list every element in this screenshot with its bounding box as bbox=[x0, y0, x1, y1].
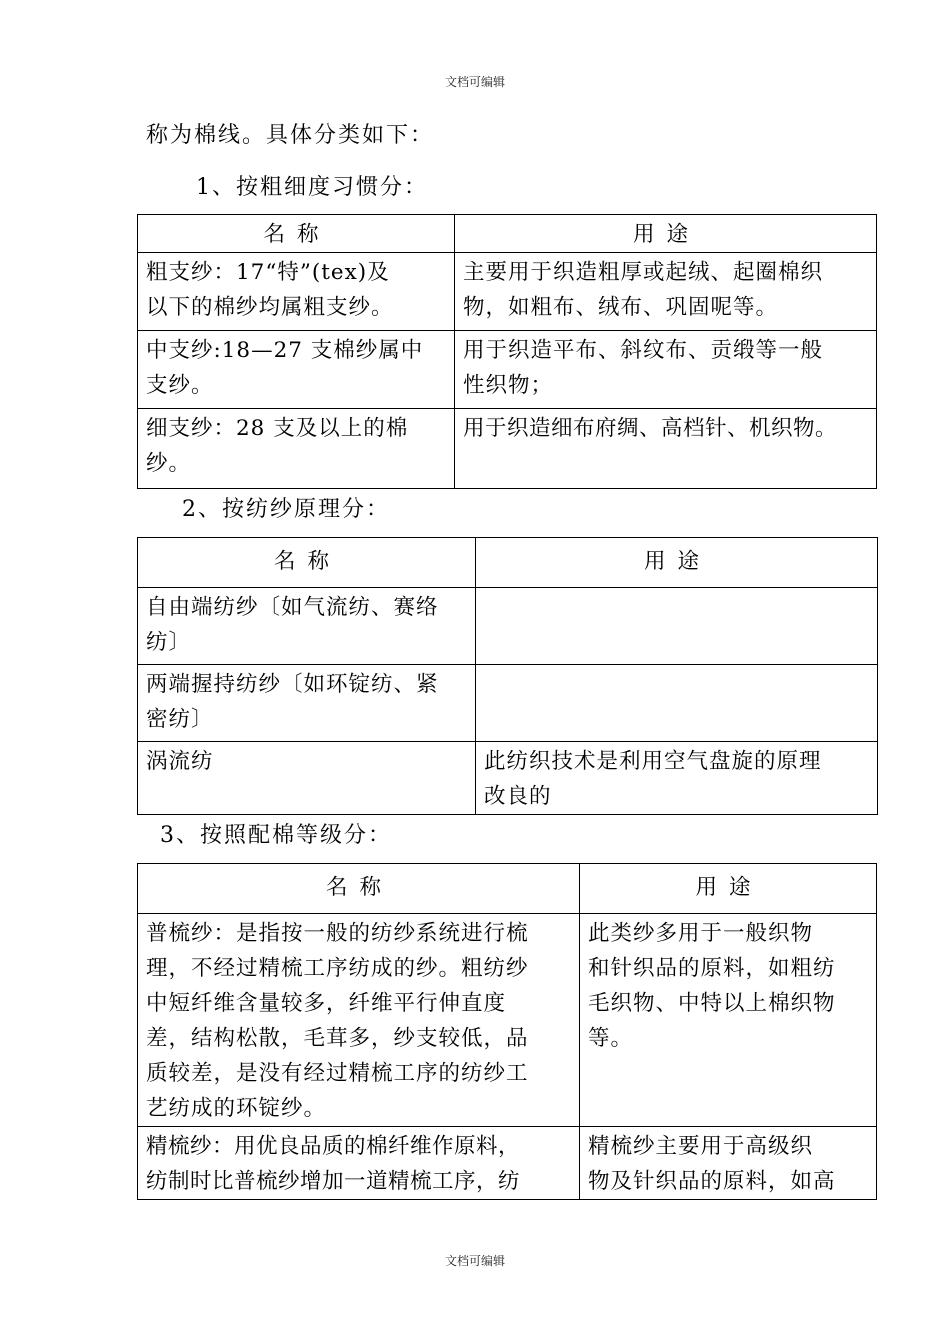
table-grade bbox=[137, 863, 877, 1200]
table-row bbox=[138, 742, 878, 815]
page-header: 文档可编辑 bbox=[444, 75, 505, 89]
cell-name: 涡流纺 bbox=[138, 742, 476, 815]
page-footer: 文档可编辑 bbox=[444, 1254, 505, 1268]
intro-text: 称为棉线。具体分类如下： bbox=[146, 123, 435, 148]
cell-use: 此类纱多用于一般织物 和针织品的原料，如粗纺 毛织物、中特以上棉织物 等。 bbox=[580, 914, 877, 1127]
cell-name: 细支纱：28 支及以上的棉 纱。 bbox=[138, 409, 455, 489]
table-spinning bbox=[137, 537, 878, 815]
header-use: 用途 bbox=[455, 215, 877, 253]
header-name: 名称 bbox=[138, 215, 455, 253]
table-row bbox=[138, 665, 878, 742]
header-use: 用途 bbox=[476, 538, 878, 588]
cell-name: 自由端纺纱〔如气流纺、赛络 纺〕 bbox=[138, 588, 476, 665]
table-thickness bbox=[137, 214, 877, 489]
header-name: 名称 bbox=[138, 864, 580, 914]
cell-name: 精梳纱：用优良品质的棉纤维作原料， 纺制时比普梳纱增加一道精梳工序，纺 bbox=[138, 1127, 580, 1200]
cell-use: 用于织造细布府绸、高档针、机织物。 bbox=[455, 409, 877, 489]
section-2-heading: 2、按纺纱原理分： bbox=[182, 497, 390, 522]
cell-use: 此纺织技术是利用空气盘旋的原理 改良的 bbox=[476, 742, 878, 815]
cell-use: 主要用于织造粗厚或起绒、起圈棉织 物，如粗布、绒布、巩固呢等。 bbox=[455, 253, 877, 331]
header-name: 名称 bbox=[138, 538, 476, 588]
table-row bbox=[138, 914, 877, 1127]
header-use: 用途 bbox=[580, 864, 877, 914]
table-row bbox=[138, 409, 877, 489]
table-row bbox=[138, 588, 878, 665]
section-3-heading: 3、按照配棉等级分： bbox=[160, 823, 392, 848]
cell-name: 中支纱:18—27 支棉纱属中 支纱。 bbox=[138, 331, 455, 409]
cell-use: 用于织造平布、斜纹布、贡缎等一般 性织物； bbox=[455, 331, 877, 409]
table-row bbox=[138, 1127, 877, 1200]
table-row bbox=[138, 331, 877, 409]
table-row bbox=[138, 253, 877, 331]
section-1-heading: 1、按粗细度习惯分： bbox=[196, 175, 428, 200]
cell-use: 精梳纱主要用于高级织 物及针织品的原料，如高 bbox=[580, 1127, 877, 1200]
cell-name: 两端握持纺纱〔如环锭纺、紧 密纺〕 bbox=[138, 665, 476, 742]
cell-use bbox=[476, 588, 878, 665]
cell-name: 粗支纱：17“特”(tex)及 以下的棉纱均属粗支纱。 bbox=[138, 253, 455, 331]
cell-name: 普梳纱：是指按一般的纺纱系统进行梳 理，不经过精梳工序纺成的纱。粗纺纱 中短纤维含量较多，纤维平行伸直度 差，结构松散，毛茸多，纱支较低，品 质较差，是没有经过精梳工序的纺纱工 艺纺成的环锭纱。 bbox=[138, 914, 580, 1127]
cell-use bbox=[476, 665, 878, 742]
